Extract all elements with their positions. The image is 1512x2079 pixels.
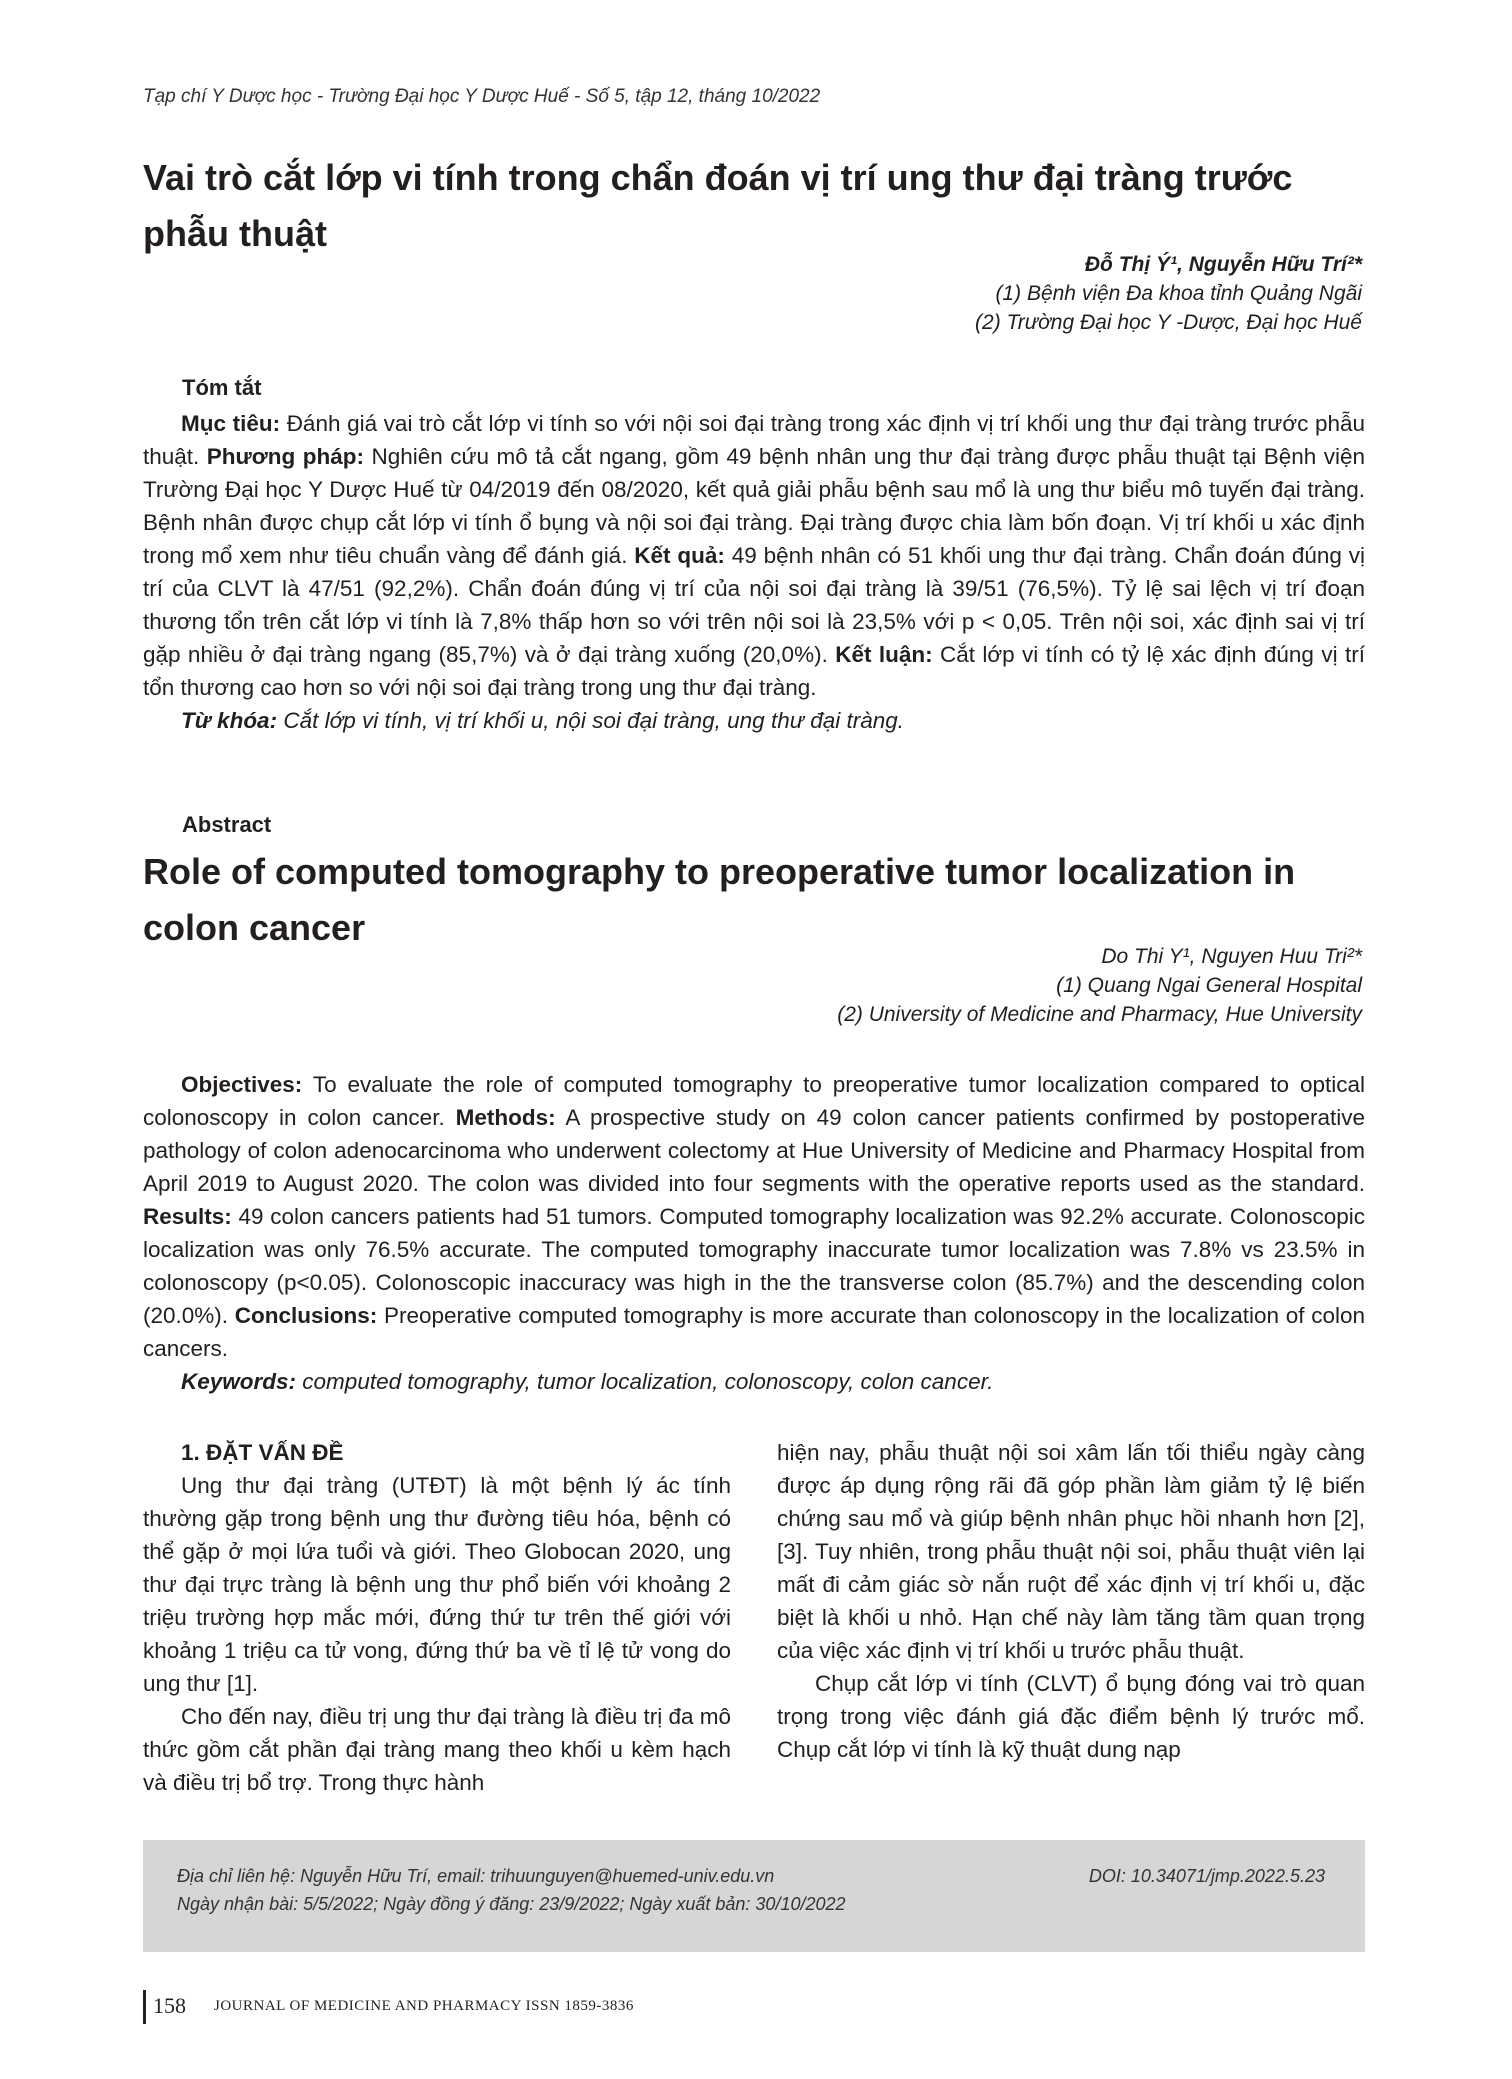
methods-text-vi: Nghiên cứu mô tả cắt ngang, gồm 49 bệnh nhân ung thư đại tràng được phẫu thuật tại Bệnh viện Trường Đại học Y Dược Huế từ 04/2019 đến 08/2020, kết quả giải phẫu bệnh sau mổ là ung thư biểu mô tuyến đại tràng. Bệnh nhân được chụp cắt lớp vi tính ổ bụng và nội soi đại tràng. Đại tràng được chia làm bốn đoạn. Vị trí khối u xác định trong mổ xem như tiêu chuẩn vàng để đánh giá. xyxy=(143,444,1365,568)
authors-block-vi xyxy=(975,250,1362,337)
body-left-paragraph-1: Ung thư đại tràng (UTĐT) là một bệnh lý ác tính thường gặp trong bệnh ung thư đường tiêu hóa, bệnh có thể gặp ở mọi lứa tuổi và giới. Theo Globocan 2020, ung thư đại trực tràng là bệnh ung thư phổ biến với khoảng 2 triệu trường hợp mắc mới, đứng thứ tư trên thế giới với khoảng 1 triệu ca tử vong, đứng thứ ba về tỉ lệ tử vong do ung thư [1]. xyxy=(143,1473,731,1696)
authors-en: Do Thi Y¹, Nguyen Huu Tri²* xyxy=(1101,945,1362,968)
dates-line: Ngày nhận bài: 5/5/2022; Ngày đồng ý đăng: 23/9/2022; Ngày xuất bản: 30/10/2022 xyxy=(177,1894,846,1914)
results-text-en: 49 colon cancers patients had 51 tumors. Computed tomography localization was 92.2% accurate. Colonoscopic localization was only 76.5% accurate. The computed tomography inaccurate tumor localization was 7.8% vs 23.5% in colonoscopy (p<0.05). Colonoscopic inaccuracy was high in the the transverse colon (85.7%) and the descending colon (20.0%). xyxy=(143,1204,1365,1328)
journal-header: Tạp chí Y Dược học - Trường Đại học Y Dược Huế - Số 5, tập 12, tháng 10/2022 xyxy=(143,86,821,107)
body-left-paragraph-2: Cho đến nay, điều trị ung thư đại tràng là điều trị đa mô thức gồm cắt phần đại tràng mang theo khối u kèm hạch và điều trị bổ trợ. Trong thực hành xyxy=(143,1704,731,1795)
section-heading: 1. ĐẶT VẤN ĐỀ xyxy=(181,1440,344,1465)
body-column-right xyxy=(777,1436,1365,1766)
conclusion-text-vi: Cắt lớp vi tính có tỷ lệ xác định đúng vị trí tổn thương cao hơn so với nội soi đại tràng trong ung thư đại tràng. xyxy=(143,642,1365,700)
results-label-en: Results: xyxy=(143,1204,232,1229)
body-column-left xyxy=(143,1436,731,1799)
objective-label: Mục tiêu: xyxy=(181,411,281,436)
methods-text-en: A prospective study on 49 colon cancer patients confirmed by postoperative pathology of colon adenocarcinoma who underwent colectomy at Hue University of Medicine and Pharmacy Hospital from April 2019 to August 2020. The colon was divided into four segments with the operative reports used as the standard. xyxy=(143,1105,1365,1196)
methods-label-vi: Phương pháp: xyxy=(206,444,364,469)
conclusions-label-en: Conclusions: xyxy=(234,1303,378,1328)
affiliation-en-2: (2) University of Medicine and Pharmacy, Hue University xyxy=(837,1003,1362,1026)
doi: DOI: 10.34071/jmp.2022.5.23 xyxy=(1088,1866,1325,1886)
affiliation-vi-2: (2) Trường Đại học Y -Dược, Đại học Huế xyxy=(975,311,1362,334)
methods-label-en: Methods: xyxy=(455,1105,556,1130)
objective-text: Đánh giá vai trò cắt lớp vi tính so với nội soi đại tràng trong xác định vị trí khối ung thư đại tràng trước phẫu thuật. xyxy=(143,411,1366,469)
objectives-text-en: To evaluate the role of computed tomography to preoperative tumor localization compared to optical colonoscopy in colon cancer. xyxy=(143,1072,1365,1130)
title-english: Role of computed tomography to preoperative tumor localization in colon cancer xyxy=(143,851,1296,948)
authors-block-en xyxy=(837,942,1362,1029)
affiliation-en-1: (1) Quang Ngai General Hospital xyxy=(1056,974,1362,997)
results-text-vi: 49 bệnh nhân có 51 khối ung thư đại tràng. Chẩn đoán đúng vị trí của CLVT là 47/51 (92,2%). Chẩn đoán đúng vị trí của nội soi đại tràng là 39/51 (76,5%). Tỷ lệ sai lệch vị trí đoạn thương tổn trên cắt lớp vi tính là 7,8% thấp hơn so với trên nội soi là 23,5% với p < 0,05. Trên nội soi, xác định sai vị trí gặp nhiều ở đại tràng ngang (85,7%) và ở đại tràng xuống (20,0%). xyxy=(143,543,1365,667)
results-label-vi: Kết quả: xyxy=(634,543,725,568)
correspondence-box xyxy=(143,1840,1365,1952)
keywords-label-en: Keywords: xyxy=(181,1369,297,1394)
contact-line: Địa chỉ liên hệ: Nguyễn Hữu Trí, email: trihuunguyen@huemed-univ.edu.vn xyxy=(177,1866,775,1886)
page-number: 158 xyxy=(153,1993,186,2018)
title-vietnamese: Vai trò cắt lớp vi tính trong chẩn đoán vị trí ung thư đại tràng trước phẫu thuật xyxy=(143,157,1293,254)
body-right-paragraph-1: hiện nay, phẫu thuật nội soi xâm lấn tối thiểu ngày càng được áp dụng rộng rãi đã góp phần làm giảm tỷ lệ biến chứng sau mổ và giúp bệnh nhân phục hồi nhanh hơn [2], [3]. Tuy nhiên, trong phẫu thuật nội soi, phẫu thuật viên lại mất đi cảm giác sờ nắn ruột để xác định vị trí khối u, đặc biệt là khối u nhỏ. Hạn chế này làm tăng tầm quan trọng của việc xác định vị trí khối u trước phẫu thuật. xyxy=(777,1440,1365,1663)
affiliation-vi-1: (1) Bệnh viện Đa khoa tỉnh Quảng Ngãi xyxy=(995,282,1362,305)
objectives-label-en: Objectives: xyxy=(181,1072,303,1097)
page-number-bar xyxy=(143,1990,146,2024)
keywords-label-vi: Từ khóa: xyxy=(181,708,278,733)
abstract-en xyxy=(143,1068,1365,1398)
keywords-text-vi: Cắt lớp vi tính, vị trí khối u, nội soi đại tràng, ung thư đại tràng. xyxy=(283,708,905,733)
summary-vi xyxy=(143,407,1365,737)
conclusions-text-en: Preoperative computed tomography is more accurate than colonoscopy in the localization of colon cancers. xyxy=(143,1303,1365,1361)
journal-footer: JOURNAL OF MEDICINE AND PHARMACY ISSN 1859-3836 xyxy=(214,1998,634,2014)
authors-vi: Đỗ Thị Ý¹, Nguyễn Hữu Trí²* xyxy=(1084,253,1362,276)
keywords-text-en: computed tomography, tumor localization, colonoscopy, colon cancer. xyxy=(302,1369,994,1394)
summary-label: Tóm tắt xyxy=(182,375,262,400)
body-right-paragraph-2: Chụp cắt lớp vi tính (CLVT) ổ bụng đóng vai trò quan trọng trong việc đánh giá đặc điểm bệnh lý trước mổ. Chụp cắt lớp vi tính là kỹ thuật dung nạp xyxy=(777,1671,1365,1762)
conclusion-label-vi: Kết luận: xyxy=(835,642,933,667)
abstract-label: Abstract xyxy=(182,812,272,837)
